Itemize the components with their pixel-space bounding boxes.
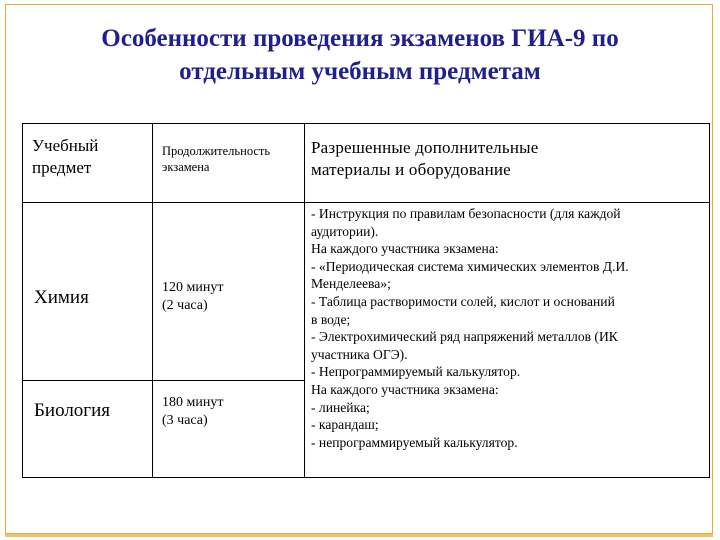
slide-title-line-1: Особенности проведения экзаменов ГИА-9 по [101, 25, 619, 52]
materials-line: аудитории). [311, 223, 379, 239]
materials-list [311, 205, 629, 451]
row-chemistry-subject: Химия [34, 287, 89, 308]
materials-line: На каждого участника экзамена: [311, 241, 499, 257]
slide-frame-bottom-bar [5, 534, 713, 537]
materials-line: - «Периодическая система химических элементов Д.И. [311, 258, 629, 274]
row-biology-subject: Биология [34, 400, 111, 421]
materials-line: На каждого участника экзамена: [311, 381, 499, 397]
table-border-right [709, 123, 710, 478]
table-column-divider-2 [304, 123, 305, 478]
table-border-left [22, 123, 23, 478]
table-header-divider [22, 202, 710, 203]
row-chemistry-duration-line-1: 120 минут [162, 280, 224, 295]
header-duration [162, 143, 270, 175]
exam-features-table [22, 123, 710, 478]
materials-line: - линейка; [311, 399, 370, 415]
row-chemistry-duration-line-2: (2 часа) [162, 298, 208, 313]
header-materials-line-2: материалы и оборудование [311, 160, 511, 179]
slide-title [0, 22, 720, 88]
header-duration-line-1: Продолжительность [162, 144, 271, 158]
materials-line: - Инструкция по правилам безопасности (для каждой [311, 206, 621, 221]
materials-line: - непрограммируемый калькулятор. [311, 434, 518, 450]
materials-line: участника ОГЭ). [311, 346, 408, 362]
materials-line: - Непрограммируемый калькулятор. [311, 364, 521, 380]
materials-line: - карандаш; [311, 417, 379, 433]
row-biology-duration-line-1: 180 минут [162, 395, 224, 410]
table-column-divider-1 [152, 123, 153, 478]
materials-line: - Электрохимический ряд напряжений металлов (ИК [311, 329, 618, 345]
table-border-top [22, 123, 710, 124]
slide-title-line-2: отдельным учебным предметам [179, 58, 541, 85]
row-chemistry-duration [162, 279, 223, 315]
header-subject [32, 135, 98, 179]
materials-line: - Таблица растворимости солей, кислот и оснований [311, 293, 615, 309]
header-materials-line-1: Разрешенные дополнительные [311, 138, 539, 157]
header-subject-line-2: предмет [32, 158, 92, 177]
row-biology-duration-line-2: (3 часа) [162, 413, 208, 428]
header-subject-line-1: Учебный [32, 136, 99, 155]
row-biology-duration [162, 394, 223, 430]
materials-line: в воде; [311, 311, 351, 327]
header-duration-line-2: экзамена [162, 160, 210, 174]
header-materials [311, 137, 539, 181]
table-border-bottom [22, 477, 710, 478]
table-row-divider [22, 380, 304, 381]
materials-line: Менделеева»; [311, 276, 391, 292]
